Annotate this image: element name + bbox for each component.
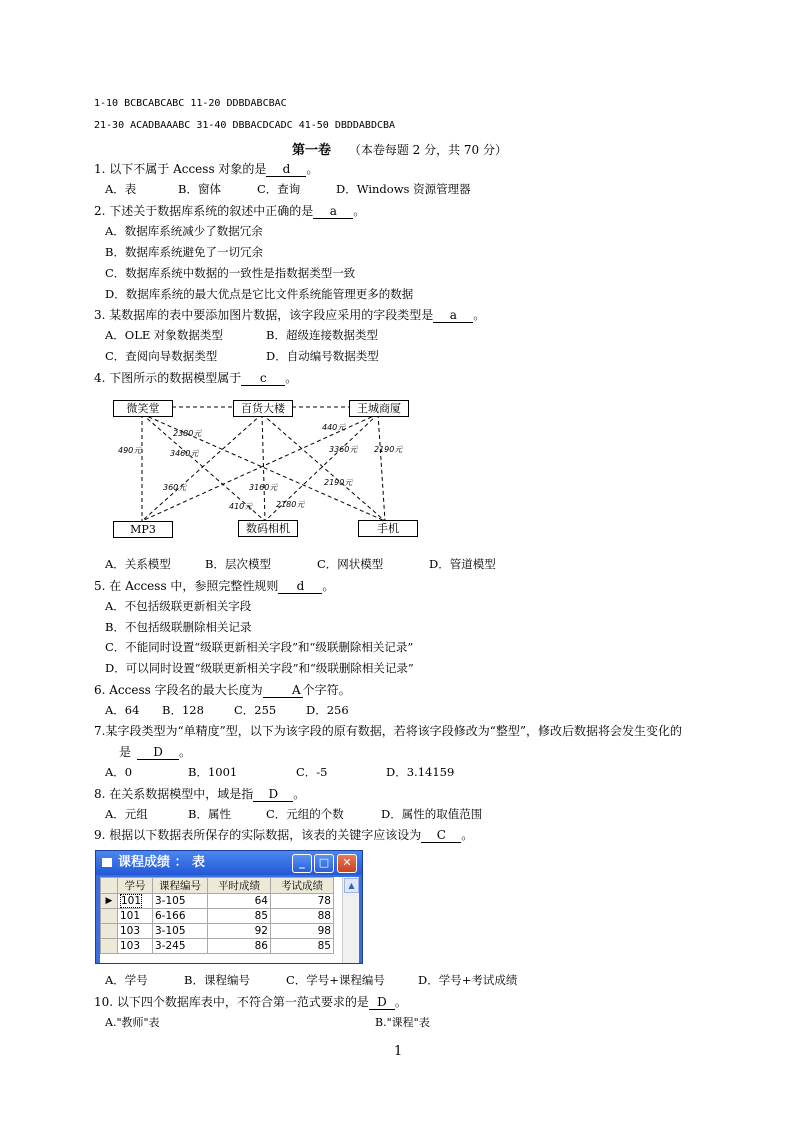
- section-heading: [292, 139, 507, 158]
- edge-label: 490元: [118, 446, 142, 455]
- question-text: 1. 以下不属于 Access 对象的是: [94, 162, 267, 176]
- option-c: C．网状模型: [317, 557, 384, 571]
- option-b: B．不包括级联删除相关记录: [105, 620, 252, 634]
- option-a: A．64: [105, 703, 140, 717]
- table-cell[interactable]: 3-105: [153, 894, 208, 909]
- option-a: A."教师"表: [105, 1016, 160, 1029]
- option-b: B．数据库系统避免了一切冗余: [105, 245, 263, 259]
- option-b: B．窗体: [178, 182, 221, 196]
- answer-blank: D: [253, 787, 293, 802]
- question-text: 3. 某数据库的表中要添加图片数据，该字段应采用的字段类型是: [94, 308, 434, 322]
- datasheet-grid: [100, 877, 358, 963]
- question-5: [94, 577, 334, 594]
- question-suffix: 。: [473, 308, 486, 322]
- question-suffix: 。: [394, 995, 407, 1009]
- edge-label: 360元: [163, 483, 187, 492]
- question-7-cont: [119, 743, 191, 760]
- question-text: 4. 下图所示的数据模型属于: [94, 371, 242, 385]
- node-digital-camera: 数码相机: [238, 520, 298, 537]
- question-10: [94, 993, 407, 1010]
- question-1: [94, 160, 318, 177]
- close-button[interactable]: ✕: [337, 854, 357, 873]
- edge-label: 2190元: [324, 478, 353, 487]
- current-record-arrow-icon[interactable]: ▶: [101, 894, 118, 909]
- option-d: D．自动编号数据类型: [266, 349, 379, 363]
- question-6: [94, 681, 351, 698]
- option-c: C．-5: [296, 765, 328, 779]
- answer-blank: A: [263, 683, 303, 698]
- answer-blank: C: [421, 828, 461, 843]
- option-a: A．关系模型: [105, 557, 171, 571]
- answer-blank: D: [137, 745, 179, 760]
- row-selector[interactable]: [101, 939, 118, 954]
- question-suffix: 。: [293, 787, 306, 801]
- question-7: 7.某字段类型为“单精度”型，以下为该字段的原有数据，若将该字段修改为“整型”，修改后数据将会发生变化的: [94, 724, 682, 738]
- table-cell[interactable]: 64: [208, 894, 271, 909]
- window-title: 课程成绩 ： 表: [118, 855, 206, 870]
- node-mobile-phone: 手机: [358, 520, 418, 537]
- question-8: [94, 785, 305, 802]
- option-b: B．层次模型: [205, 557, 271, 571]
- option-d: D．可以同时设置“级联更新相关字段”和“级联删除相关记录”: [105, 661, 414, 675]
- option-b: B．属性: [188, 807, 231, 821]
- option-d: D．属性的取值范围: [381, 807, 483, 821]
- answer-key-line-1: 1-10 BCBCABCABC 11-20 DDBDABCBAC: [94, 98, 287, 109]
- option-c: C．数据库系统中数据的一致性是指数据类型一致: [105, 266, 356, 280]
- minimize-button[interactable]: _: [292, 854, 312, 873]
- answer-blank: a: [433, 308, 473, 323]
- option-d: D．256: [306, 703, 349, 717]
- table-cell[interactable]: 85: [271, 939, 334, 954]
- question-text: 是: [119, 745, 132, 759]
- edge-label: 440元: [322, 423, 346, 432]
- table-cell[interactable]: 103: [118, 939, 153, 954]
- window-titlebar: [96, 851, 362, 875]
- edge-label: 3460元: [170, 449, 199, 458]
- option-a: A．0: [105, 765, 133, 779]
- option-b: B."课程"表: [375, 1016, 430, 1029]
- question-text: 9. 根据以下数据表所保存的实际数据，该表的关键字应该设为: [94, 828, 422, 842]
- access-table-window: [95, 850, 363, 964]
- answer-blank: d: [266, 162, 306, 177]
- option-a: A．学号: [105, 973, 148, 987]
- maximize-button[interactable]: □: [314, 854, 334, 873]
- question-suffix: 。: [322, 579, 335, 593]
- node-mp3: MP3: [113, 521, 173, 538]
- question-text: 2. 下述关于数据库系统的叙述中正确的是: [94, 204, 314, 218]
- table-cell[interactable]: 101: [118, 909, 153, 924]
- question-suffix: 。: [306, 162, 319, 176]
- datasheet-table: [100, 877, 334, 954]
- table-cell[interactable]: 103: [118, 924, 153, 939]
- column-header[interactable]: 课程编号: [153, 878, 208, 894]
- table-cell[interactable]: 6-166: [153, 909, 208, 924]
- question-3: [94, 306, 485, 323]
- edge-label: 3360元: [329, 445, 358, 454]
- question-suffix: 。: [353, 204, 366, 218]
- option-c: C．学号+课程编号: [286, 973, 385, 987]
- answer-blank: c: [241, 371, 285, 386]
- table-cell[interactable]: 3-245: [153, 939, 208, 954]
- option-b: B．超级连接数据类型: [266, 328, 378, 342]
- scroll-up-icon[interactable]: ▲: [344, 878, 359, 893]
- question-text: 5. 在 Access 中，参照完整性规则: [94, 579, 279, 593]
- option-a: A．表: [105, 182, 137, 196]
- table-icon: [102, 858, 112, 867]
- table-cell[interactable]: [118, 894, 153, 909]
- option-d: D．3.14159: [386, 765, 455, 779]
- answer-blank: d: [278, 579, 322, 594]
- option-b: B．1001: [188, 765, 238, 779]
- table-row[interactable]: [101, 909, 334, 924]
- table-cell[interactable]: 85: [208, 909, 271, 924]
- edge-label: 3160元: [249, 483, 278, 492]
- table-cell[interactable]: 92: [208, 924, 271, 939]
- question-text: 10. 以下四个数据库表中，不符合第一范式要求的是: [94, 995, 369, 1009]
- table-cell[interactable]: 98: [271, 924, 334, 939]
- table-row[interactable]: [101, 894, 334, 909]
- table-row[interactable]: [101, 939, 334, 954]
- column-header[interactable]: 考试成绩: [271, 878, 334, 894]
- option-a: A．元组: [105, 807, 148, 821]
- question-4: [94, 369, 297, 386]
- question-suffix: 。: [285, 371, 298, 385]
- question-2: [94, 202, 365, 219]
- question-suffix: 。: [461, 828, 474, 842]
- option-a: A．OLE 对象数据类型: [105, 328, 223, 342]
- table-cell-focus[interactable]: 101: [121, 895, 142, 907]
- option-d: D．Windows 资源管理器: [336, 182, 471, 196]
- option-b: B．课程编号: [184, 973, 250, 987]
- option-c: C．元组的个数: [266, 807, 344, 821]
- vertical-scrollbar[interactable]: [342, 877, 359, 963]
- header-row: [101, 878, 334, 894]
- option-c: C．255: [234, 703, 277, 717]
- question-suffix: 个字符。: [302, 683, 351, 697]
- question-text: 8. 在关系数据模型中，域是指: [94, 787, 254, 801]
- node-wangchengshangsha: 王城商厦: [349, 400, 409, 417]
- column-header[interactable]: 平时成绩: [208, 878, 271, 894]
- option-c: C．查询: [257, 182, 301, 196]
- table-cell[interactable]: 3-105: [153, 924, 208, 939]
- table-cell[interactable]: 86: [208, 939, 271, 954]
- section-title: 第一卷: [292, 143, 332, 158]
- column-header[interactable]: 学号: [118, 878, 153, 894]
- option-a: A．数据库系统减少了数据冗余: [105, 224, 263, 238]
- option-d: D．数据库系统的最大优点是它比文件系统能管理更多的数据: [105, 287, 414, 301]
- question-text: 6. Access 字段名的最大长度为: [94, 683, 263, 697]
- question-suffix: 。: [179, 745, 192, 759]
- row-selector[interactable]: [101, 909, 118, 924]
- page-number: 1: [394, 1044, 403, 1059]
- table-cell[interactable]: 78: [271, 894, 334, 909]
- option-a: A．不包括级联更新相关字段: [105, 599, 252, 613]
- edge-label: 410元: [229, 502, 253, 511]
- node-weixiaotang: 微笑堂: [113, 400, 173, 417]
- row-selector[interactable]: [101, 924, 118, 939]
- section-note: （本卷每题 2 分，共 70 分）: [348, 143, 508, 157]
- option-b: B．128: [162, 703, 204, 717]
- edge-label: 2380元: [173, 429, 202, 438]
- answer-blank: D: [369, 995, 395, 1010]
- edge-label: 2180元: [276, 500, 305, 509]
- option-c: C．查阅向导数据类型: [105, 349, 218, 363]
- edge-label: 2190元: [374, 445, 403, 454]
- option-d: D．学号+考试成绩: [418, 973, 518, 987]
- answer-blank: a: [313, 204, 353, 219]
- node-baihuodalou: 百货大楼: [233, 400, 293, 417]
- row-selector-header: [101, 878, 118, 894]
- table-row[interactable]: [101, 924, 334, 939]
- option-d: D．管道模型: [429, 557, 496, 571]
- option-c: C．不能同时设置“级联更新相关字段”和“级联删除相关记录”: [105, 640, 414, 654]
- answer-key-line-2: 21-30 ACADBAAABC 31-40 DBBACDCADC 41-50 DBDDABDCBA: [94, 120, 396, 131]
- table-cell[interactable]: 88: [271, 909, 334, 924]
- question-9: [94, 826, 473, 843]
